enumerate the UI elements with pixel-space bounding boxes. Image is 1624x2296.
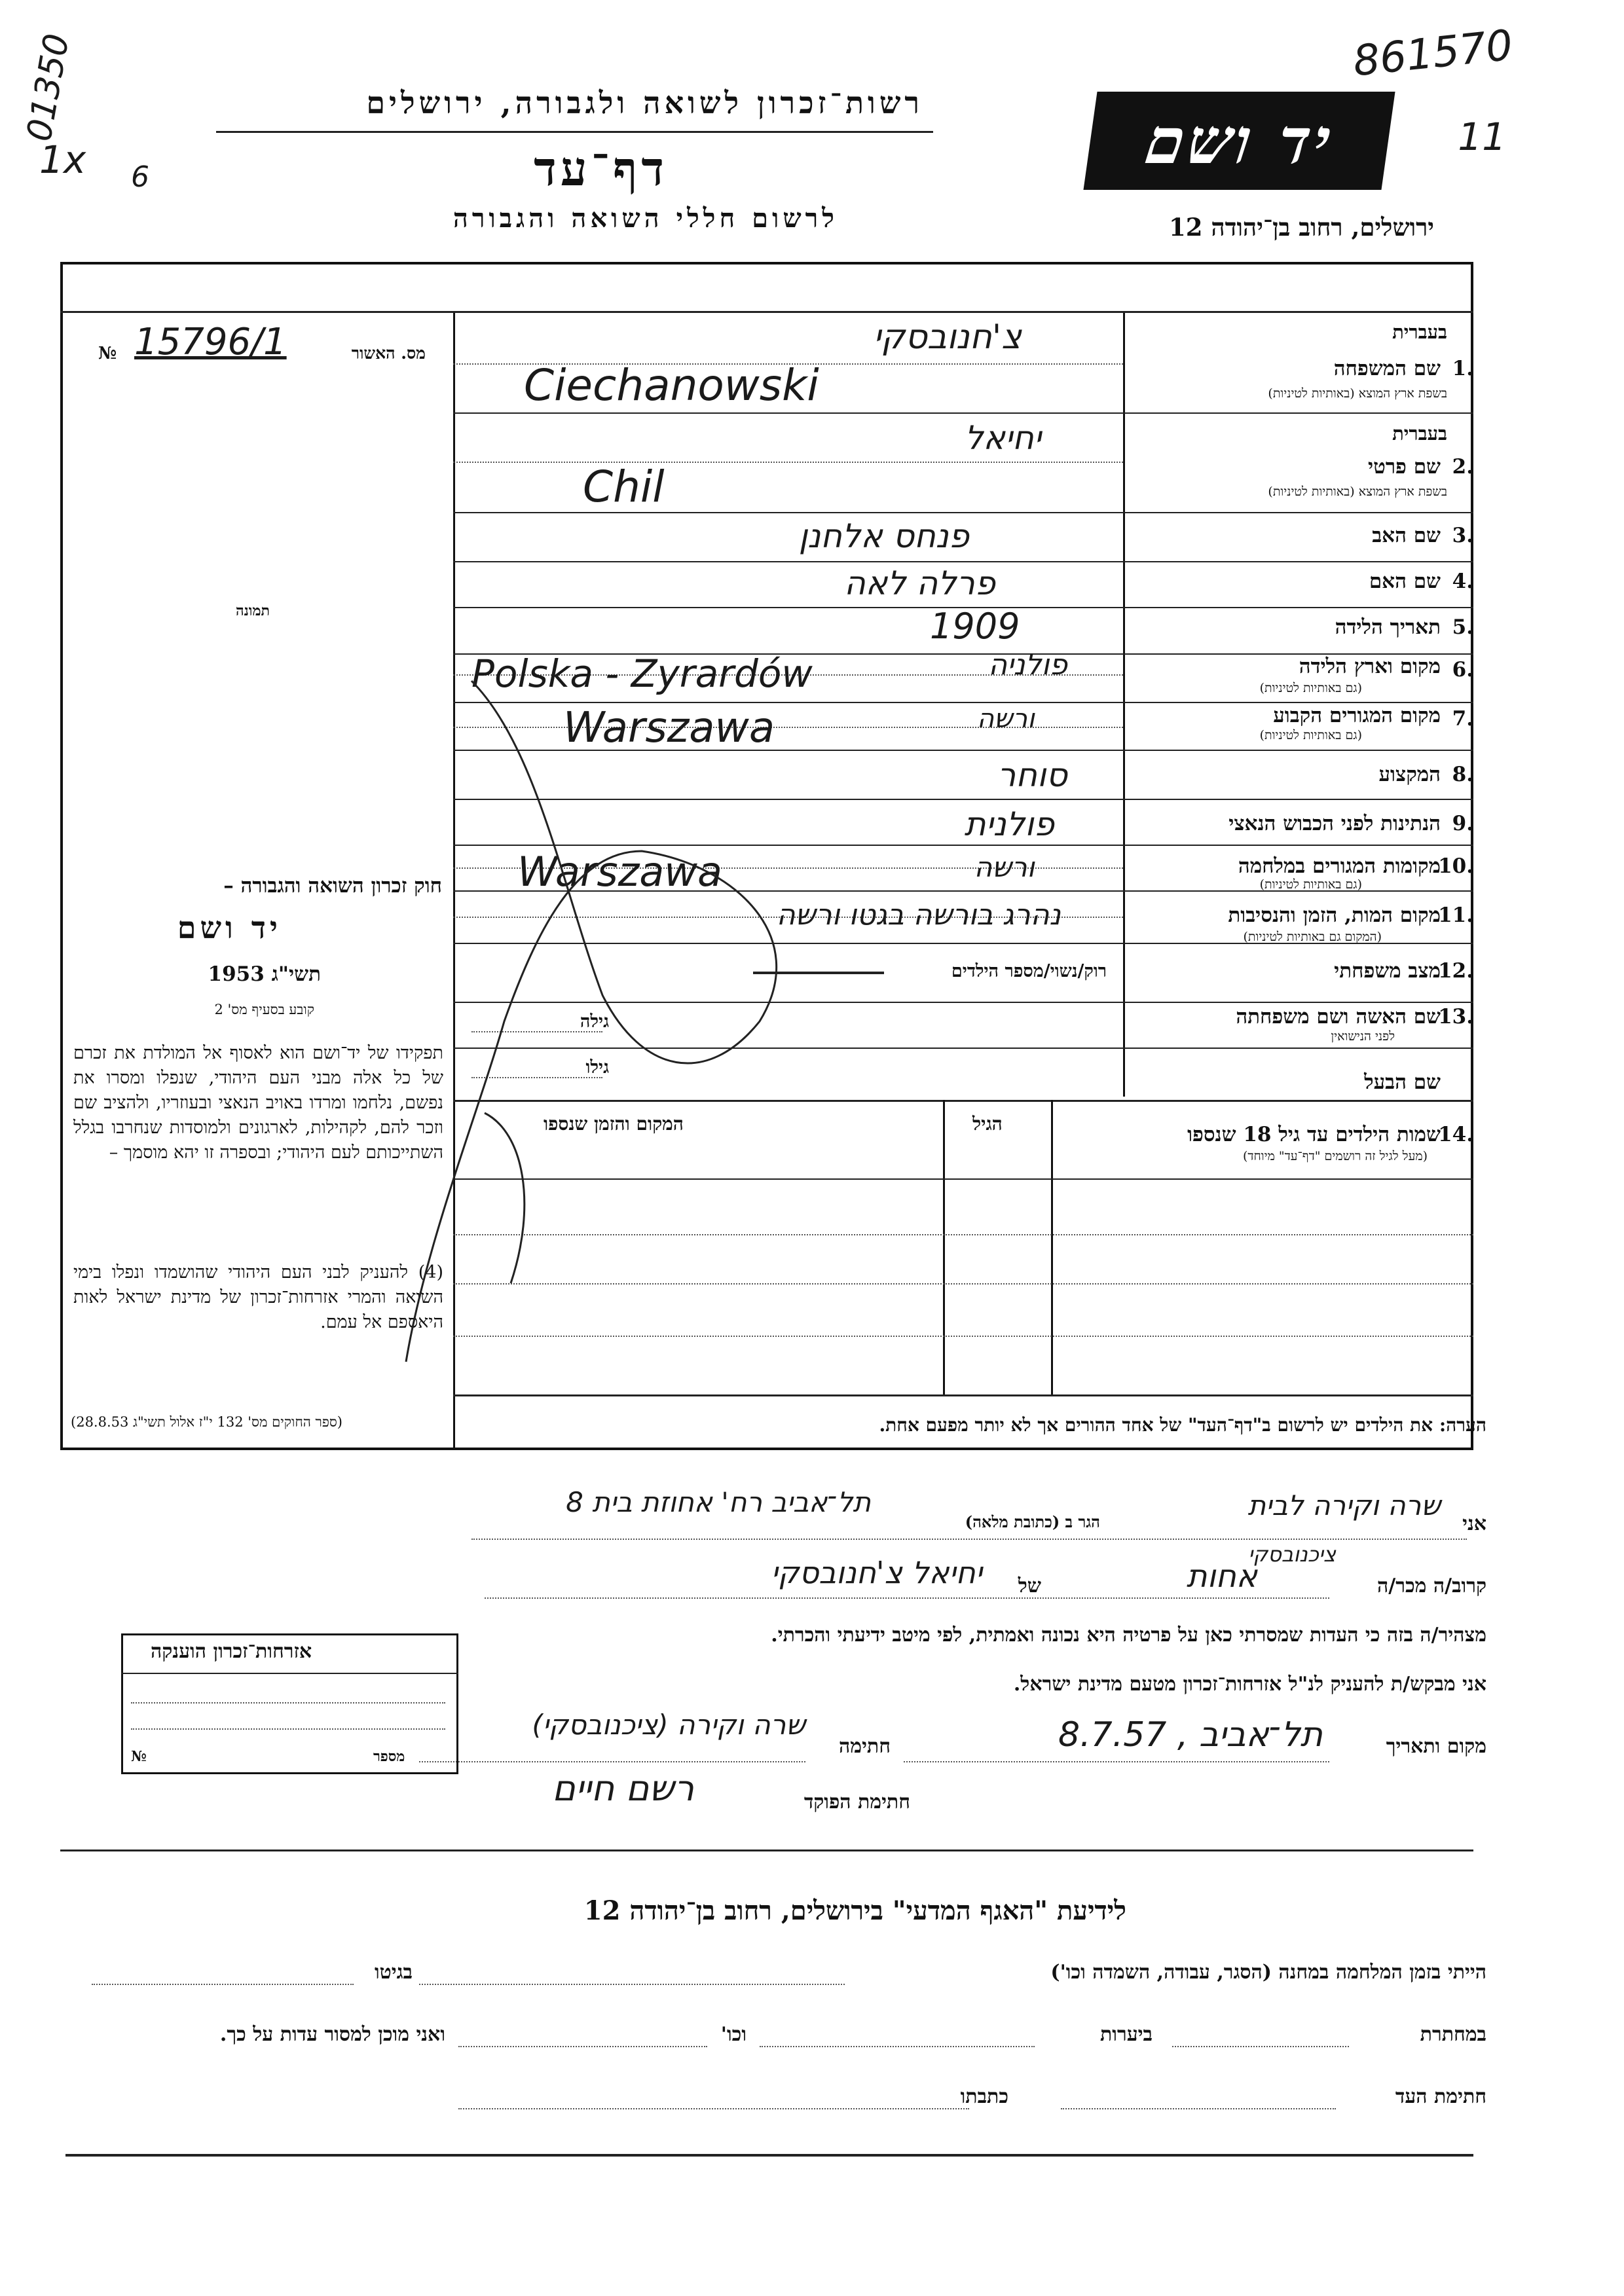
nationality[interactable]: פולנית <box>964 805 1054 843</box>
footer-line-1a: הייתי בזמן המלחמה במחנה (הסגר, עבודה, השמדה וכו') <box>1050 1961 1486 1984</box>
children-sub: (מעל לגיל זה רושמים "דף־עד" מיוחד) <box>1242 1149 1428 1163</box>
citizenship-title: אזרחות־זכרון הוענקה <box>151 1640 312 1663</box>
law-paragraph-2: (4) להעניק לבני העם היהודי שהושמדו ונפלו בימי השואה והמרי אזרחות־זכרון של מדינת ישראל לאות היאספם אל עמם. <box>73 1262 443 1332</box>
field-1-num: 1. <box>1452 357 1473 380</box>
field-9-label: הנתינות לפני הכבוש הנאצי <box>1228 812 1441 835</box>
row-rule <box>453 512 1473 513</box>
field-1-label: שם המשפחה <box>1333 357 1441 380</box>
field-13-sub: לפני הנישואין <box>1331 1029 1395 1044</box>
of-label: של <box>1018 1575 1041 1597</box>
law-paragraph-1: תפקידו של יד־ושם הוא לאסוף אל המולדת את זכרם של כל אלה מבני העם היהודי, שנפלו ומסרו את נפשם, נלחמו ומרדו באויב הנאצי ובעוזריו, ולהציב שם וזכר להם, לקהילות, לארגונים ולמוסדות שנחרבו בגלל השתייכותם לעם היהודי; ובספרה זו יהא מוסמך – <box>73 1043 443 1163</box>
place-date-label: מקום ותאריך <box>1386 1735 1486 1758</box>
given-name-latin[interactable]: Chil <box>583 462 665 512</box>
declarant-name[interactable]: שרה וקירה לבית <box>1247 1489 1441 1522</box>
field-8-label: המקצוע <box>1378 763 1441 786</box>
signature-label: חתימה <box>839 1735 891 1758</box>
war-residence-latin[interactable]: Warszawa <box>517 848 722 896</box>
field-4-num: 4. <box>1452 570 1473 593</box>
mother-name[interactable]: פרלה לאה <box>844 564 995 602</box>
signature-value[interactable]: שרה וקירה (ציכנובסקי) <box>532 1709 805 1741</box>
citizenship-number-label: מספר <box>373 1748 405 1765</box>
top-rule <box>60 311 1473 313</box>
footer-title: לידיעת "האגף המדעי" בירושלים, רחוב בן־יהודה 12 <box>583 1895 1126 1926</box>
husband-label: שם הבעל <box>1364 1070 1441 1094</box>
archive-number: 861570 <box>1350 21 1515 86</box>
relative-label: קרוב/ה מכר/ה <box>1377 1575 1486 1597</box>
field-1-sub: בשפת ארץ המוצא (באותיות לטיניות) <box>1268 386 1447 401</box>
children-col-divider <box>943 1100 945 1394</box>
field-6-sub: (גם באותיות לטיניות) <box>1259 681 1362 695</box>
approval-number[interactable]: 15796/1 <box>134 321 287 363</box>
field-2-num: 2. <box>1452 455 1473 479</box>
wife-age-label: גילה <box>580 1011 609 1032</box>
org-name: רשות־זכרון לשואה ולגבורה, ירושלים <box>366 85 923 120</box>
footer-line-3b: כתבתו <box>960 2085 1008 2108</box>
photo-label: תמונה <box>236 602 270 619</box>
footer-fill-6 <box>1061 2108 1336 2109</box>
profession[interactable]: סוחר <box>997 756 1067 794</box>
citizenship-divider <box>121 1673 458 1674</box>
death-circumstances[interactable]: נהרג בורשה בגטו ורשה <box>776 898 1061 932</box>
declaration-line-1: מצהיר/ה בזה כי העדות שמסרתי כאן על פרטיה היא נכונה ואמתית, לפי מיטב ידיעתי והכרתי. <box>771 1624 1486 1647</box>
note-text: הערה: את הילדים יש לרשום ב"דף־העד" של אחד ההורים אך לא יותר מפעם אחת. <box>879 1414 1486 1436</box>
declaration-bottom <box>60 1850 1473 1851</box>
father-name[interactable]: פנחס אלחנן <box>798 517 969 555</box>
children-age-header: הגיל <box>972 1113 1003 1135</box>
footer-line-2a: במחתרת <box>1420 2023 1486 2046</box>
approval-label: מס. האשור <box>351 344 426 363</box>
footer-fill-2 <box>92 1984 354 1985</box>
field-14-num: 14. <box>1438 1123 1473 1146</box>
residence[interactable]: ורשה <box>977 704 1035 734</box>
field-12-label: מצב משפחתי <box>1334 959 1441 983</box>
declaration-i: אני <box>1462 1512 1486 1535</box>
signature-line <box>419 1761 805 1762</box>
children-label: שמות הילדים עד גיל 18 שנספו <box>1187 1123 1441 1146</box>
signature-scrawl <box>367 655 864 1381</box>
margin-mark-2: 6 <box>131 160 149 194</box>
footer-line-3a: חתימת העד <box>1395 2085 1486 2108</box>
surname-hebrew[interactable]: צ'חנובסקי <box>873 318 1022 357</box>
heb-label-1: בעברית <box>1392 321 1447 343</box>
form-subtitle: לרשום חללי השואה והגבורה <box>452 203 838 234</box>
footer-fill-3 <box>1172 2046 1349 2047</box>
footer-line-2b: ביערות <box>1099 2023 1153 2046</box>
field-10-label: מקומות המגורים במלחמה <box>1238 854 1441 878</box>
field-12-num: 12. <box>1438 959 1473 983</box>
margin-digits: 11 <box>1458 115 1506 159</box>
field-11-num: 11. <box>1438 903 1473 927</box>
field-5-label: תאריך הלידה <box>1335 615 1441 639</box>
law-title: חוק זכרון השואה והגבורה – <box>223 874 442 898</box>
children-place-header: המקום והזמן שנספו <box>544 1113 684 1135</box>
relative-line <box>485 1597 1329 1599</box>
husband-age-label: גילו <box>585 1057 609 1078</box>
field-10-num: 10. <box>1438 854 1473 878</box>
place-date-value[interactable]: תל־אביב , 8.7.57 <box>1058 1715 1323 1755</box>
footer-fill-7 <box>458 2108 969 2109</box>
heb-label-divider <box>1123 311 1125 1097</box>
place-date-line <box>904 1761 1329 1762</box>
footer-fill-1 <box>419 1984 845 1985</box>
field-8-num: 8. <box>1452 763 1473 786</box>
field-7-label: מקום המגורים הקבוע <box>1273 704 1441 727</box>
field-7-num: 7. <box>1452 707 1473 731</box>
officer-label: חתימת הפוקד <box>803 1791 910 1813</box>
field-13-num: 13. <box>1438 1005 1473 1029</box>
declarant-maiden-name[interactable]: ציכנובסקי <box>1248 1542 1336 1567</box>
field-3-num: 3. <box>1452 524 1473 547</box>
form-title: דף־עד <box>534 141 668 196</box>
declaration-line-2: אני מבקש/ת להעניק לנ"ל אזרחות־זכרון מטעם מדינת ישראל. <box>1013 1673 1486 1696</box>
row-rule <box>453 561 1473 562</box>
address: ירושלים, רחוב בן־יהודה 12 <box>1169 213 1434 242</box>
surname-latin[interactable]: Ciechanowski <box>524 360 819 410</box>
declaration-line <box>471 1539 1467 1540</box>
field-3-label: שם האב <box>1372 524 1441 547</box>
field-10-sub: (גם באותיות לטיניות) <box>1259 877 1362 892</box>
citizenship-line <box>131 1702 445 1704</box>
relation-value[interactable]: אחות <box>1186 1558 1257 1595</box>
row-rule <box>453 412 1473 414</box>
field-2-sub: בשפת ארץ המוצא (באותיות לטיניות) <box>1268 484 1447 499</box>
victim-name[interactable]: יחיאל צ'חנובסקי <box>771 1555 982 1590</box>
approval-no-sign: № <box>98 344 117 363</box>
law-year: תשי"ג 1953 <box>208 962 321 986</box>
children-bottom <box>453 1394 1473 1396</box>
field-6-label: מקום וארץ הלידה <box>1299 655 1441 678</box>
margin-mark: 1x <box>39 137 86 182</box>
field-7-sub: (גם באותיות לטיניות) <box>1259 728 1362 742</box>
birth-place-latin[interactable]: Polska - Zyrardów <box>471 651 813 696</box>
citizenship-no-sign: № <box>131 1748 147 1765</box>
field-9-num: 9. <box>1452 812 1473 835</box>
citizenship-line <box>131 1728 445 1730</box>
org-underline <box>216 131 933 133</box>
field-5-num: 5. <box>1452 615 1473 639</box>
given-name-hebrew[interactable]: יחיאל <box>965 419 1041 457</box>
residence-latin[interactable]: Warszawa <box>563 704 775 752</box>
field-11-sub: (המקום גם באותיות לטיניות) <box>1243 930 1382 944</box>
resident-label: הגר ב (כתובת מלאה) <box>965 1512 1100 1531</box>
law-reference: (ספר החוקים מס' 132 י"ז אלול תשי"ג 28.8.53) <box>71 1414 342 1430</box>
footer-line-2c: וכו' <box>720 2023 747 2046</box>
marital-status-options: רוק/נשוי/מספר הילדים <box>951 961 1107 981</box>
margin-number-top-left: 01350 <box>20 31 77 145</box>
footer-bottom-rule <box>65 2154 1473 2157</box>
law-clause: קובע בסעיף מס' 2 <box>214 1002 314 1017</box>
yad-vashem-logo: יד ושם <box>1083 92 1395 190</box>
footer-line-1b: בגיטו <box>374 1961 413 1984</box>
officer-signature[interactable]: רשם חיים <box>551 1768 694 1809</box>
war-residence[interactable]: ורשה <box>974 851 1035 883</box>
birth-country[interactable]: פולניה <box>988 648 1067 682</box>
footer-fill-5 <box>458 2046 707 2047</box>
field-2-label: שם פרטי <box>1367 455 1441 479</box>
field-11-label: מקום המות, הזמן והנסיבות <box>1228 903 1441 927</box>
declarant-address[interactable]: תל־אביב רח' אחוזת בית 8 <box>566 1486 871 1518</box>
birth-date[interactable]: 1909 <box>930 606 1020 647</box>
latin-line <box>453 462 1123 463</box>
footer-fill-4 <box>760 2046 1035 2047</box>
field-13-label: שם האשה ושם משפחתה <box>1236 1005 1441 1029</box>
heb-label-2: בעברית <box>1392 422 1447 445</box>
law-name: יד ושם <box>177 910 282 945</box>
children-col-divider <box>1051 1100 1053 1394</box>
footer-line-2d: ואני מוכן למסור עדות על כך. <box>219 2023 445 2046</box>
field-6-num: 6. <box>1452 658 1473 682</box>
field-4-label: שם האם <box>1369 570 1441 593</box>
